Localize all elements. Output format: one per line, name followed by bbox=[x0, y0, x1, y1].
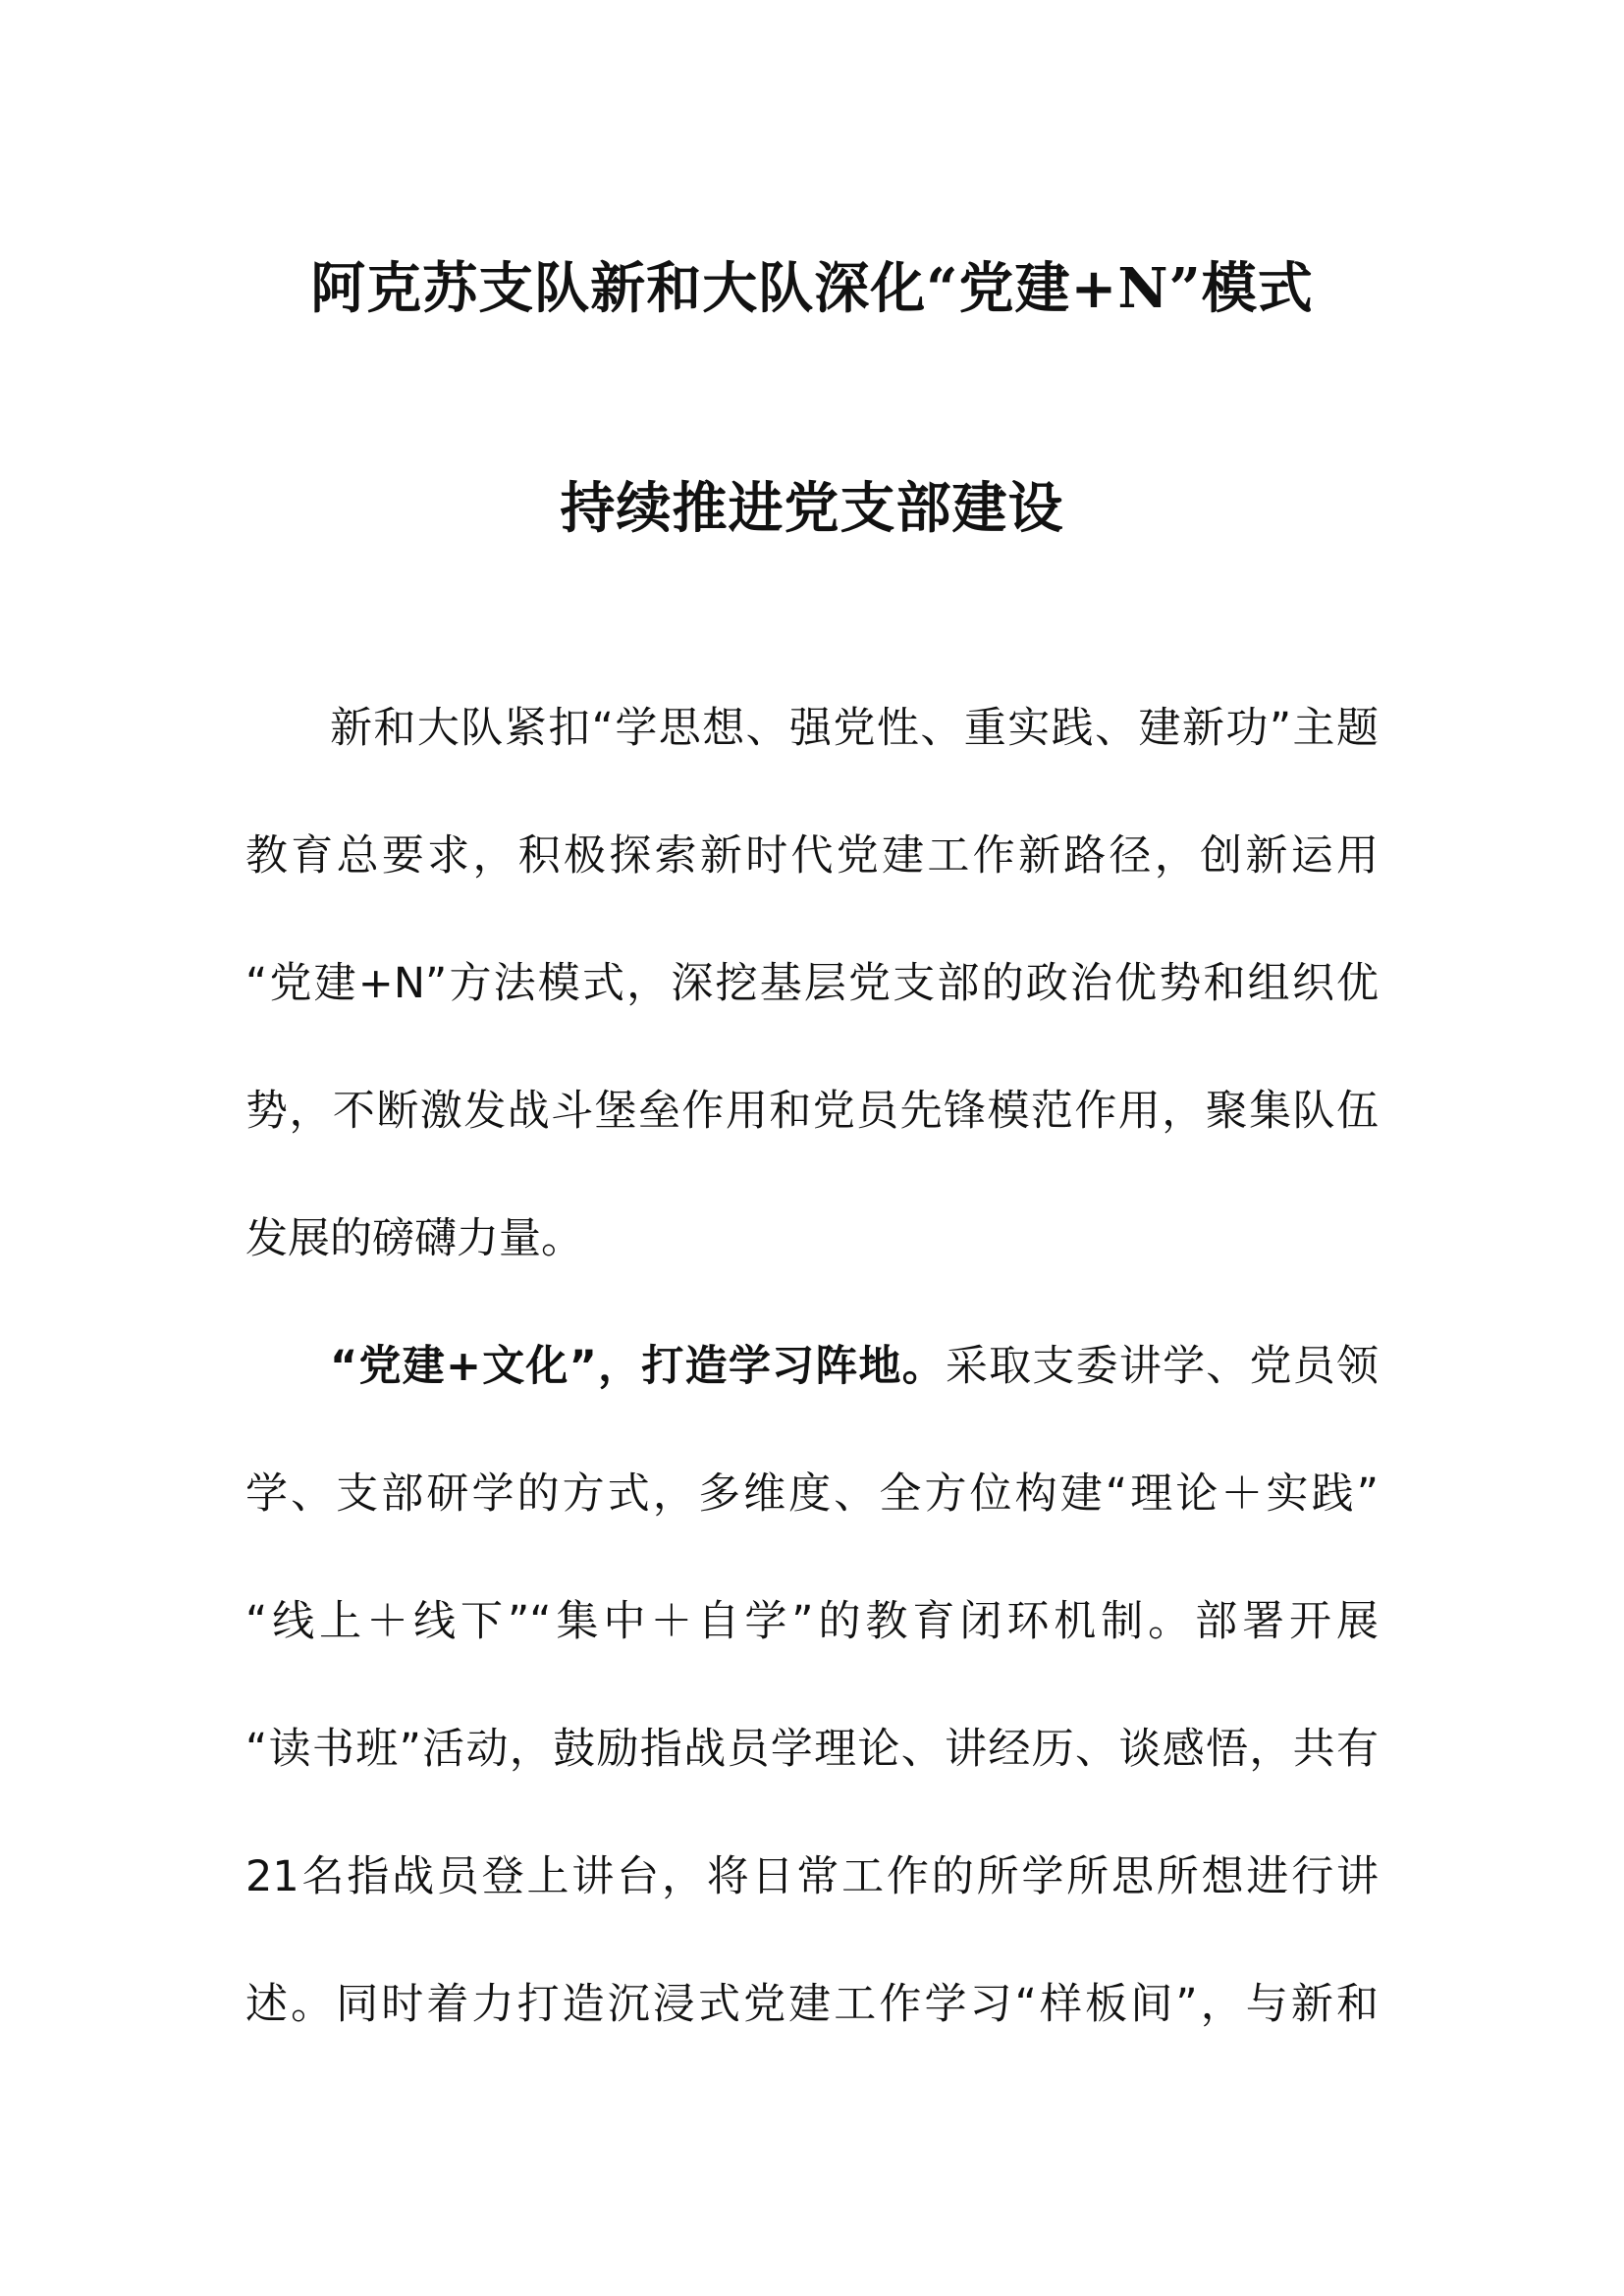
paragraph-2-line-2: 学、支部研学的方式，多维度、全方位构建“理论＋实践” bbox=[245, 1469, 1379, 1519]
paragraph-2-heading: “党建+文化”，打造学习阵地。 bbox=[330, 1342, 946, 1391]
document-title-line-1: 阿克苏支队新和大队深化“党建+N”模式 bbox=[310, 256, 1314, 321]
paragraph-1-line-5: 发展的磅礴力量。 bbox=[245, 1214, 583, 1263]
paragraph-1-line-4: 势，不断激发战斗堡垒作用和党员先锋模范作用，聚集队伍 bbox=[245, 1087, 1379, 1136]
paragraph-2-line-1-text: 采取支委讲学、党员领 bbox=[945, 1342, 1379, 1391]
paragraph-1-line-3: “党建+N”方法模式，深挖基层党支部的政治优势和组织优 bbox=[245, 959, 1379, 1008]
paragraph-1-line-2: 教育总要求，积极探索新时代党建工作新路径，创新运用 bbox=[245, 831, 1379, 881]
paragraph-2-line-3: “线上＋线下”“集中＋自学”的教育闭环机制。部署开展 bbox=[245, 1597, 1379, 1646]
paragraph-1-line-1: 新和大队紧扣“学思想、强党性、重实践、建新功”主题 bbox=[330, 704, 1379, 753]
paragraph-2-line-1 bbox=[245, 1337, 1379, 1396]
document-title-line-2: 持续推进党支部建设 bbox=[560, 476, 1064, 541]
paragraph-2-line-5: 21名指战员登上讲台，将日常工作的所学所思所想进行讲 bbox=[245, 1852, 1379, 1901]
paragraph-2-line-6: 述。同时着力打造沉浸式党建工作学习“样板间”，与新和 bbox=[245, 1980, 1379, 2029]
paragraph-2-line-4: “读书班”活动，鼓励指战员学理论、讲经历、谈感悟，共有 bbox=[245, 1725, 1379, 1774]
